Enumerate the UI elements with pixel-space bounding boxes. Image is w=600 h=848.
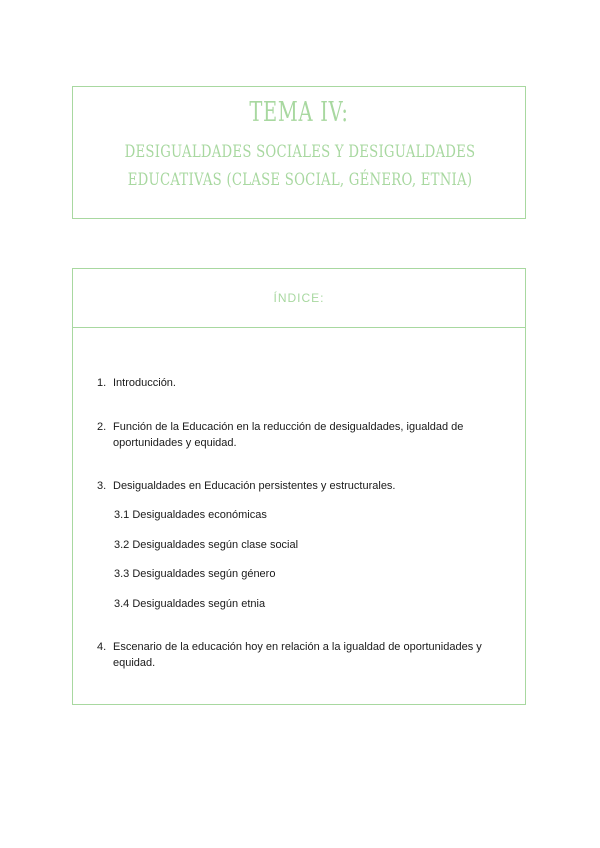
toc-item-number: 4. <box>97 641 107 653</box>
toc-item-text: Escenario de la educación hoy en relación a la igualdad de oportunidades y equidad. <box>113 641 482 669</box>
toc-item-number: 2. <box>97 421 107 433</box>
toc-item-number: 3. <box>97 480 107 492</box>
toc-subitem-3-3: 3.3 Desigualdades según género <box>114 568 276 580</box>
toc-item-text: Desigualdades en Educación persistentes y estructurales. <box>113 480 396 492</box>
title-box <box>72 86 526 219</box>
toc-subitem-3-4: 3.4 Desigualdades según etnia <box>114 598 266 610</box>
toc-subitem-3-2: 3.2 Desigualdades según clase social <box>114 539 299 551</box>
document-title: TEMA IV: <box>249 97 349 128</box>
toc-item-text: Introducción. <box>113 377 176 389</box>
toc-subitem-3-1: 3.1 Desigualdades económicas <box>114 509 267 521</box>
index-box <box>72 268 526 705</box>
toc-item-text: Función de la Educación en la reducción de desigualdades, igualdad de oportunidades y equidad. <box>113 421 464 449</box>
toc-item-number: 1. <box>97 377 107 389</box>
index-heading: ÍNDICE: <box>73 269 525 328</box>
document-subtitle: DESIGUALDADES SOCIALES Y DESIGUALDADES EDUCATIVAS (CLASE SOCIAL, GÉNERO, ETNIA) <box>124 142 476 190</box>
